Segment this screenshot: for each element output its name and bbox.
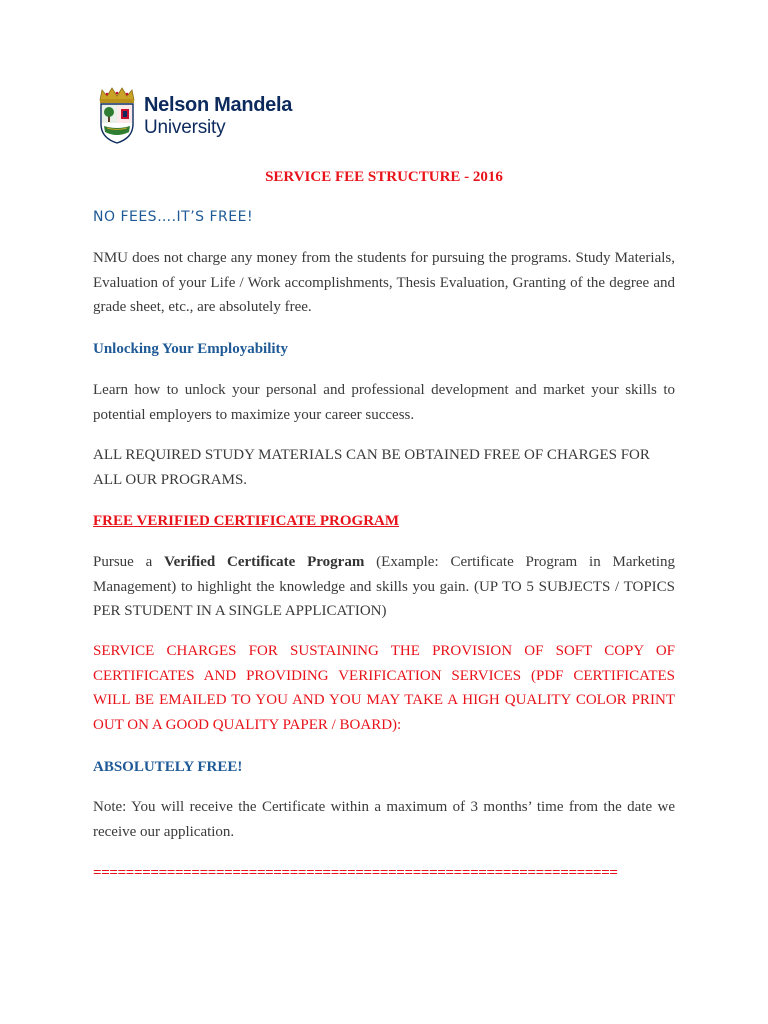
certificate-prefix: Pursue a — [93, 554, 165, 570]
coat-of-arms-icon — [92, 86, 142, 144]
service-charges-notice: SERVICE CHARGES FOR SUSTAINING THE PROVISION OF SOFT COPY OF CERTIFICATES AND PROVIDING VERIFICATION SERVICES (PDF CERTIFICATES WILL BE EMAILED TO YOU AND YOU MAY TAKE A HIGH QUALITY COLOR PRINT OUT ON A GOOD QUALITY PAPER / BOARD): — [93, 643, 675, 733]
no-fees-heading: NO FEES….IT’S FREE! — [93, 209, 254, 225]
study-materials-notice: ALL REQUIRED STUDY MATERIALS CAN BE OBTAINED FREE OF CHARGES FOR ALL OUR PROGRAMS. — [93, 447, 650, 488]
certificate-program-name: Verified Certificate Program — [164, 554, 365, 570]
logo-text-line1: Nelson Mandela — [144, 94, 293, 116]
intro-paragraph: NMU does not charge any money from the students for pursuing the programs. Study Materials, Evaluation of your Life / Work accomplishments, Thesis Evaluation, Granting of the degree and grade sheet, etc., are absolutely free. — [93, 250, 675, 315]
certificate-heading: FREE VERIFIED CERTIFICATE PROGRAM — [93, 513, 400, 529]
university-logo — [92, 86, 292, 146]
page-title: SERVICE FEE STRUCTURE - 2016 — [265, 169, 503, 185]
absolutely-free-heading: ABSOLUTELY FREE! — [93, 759, 243, 775]
employability-heading: Unlocking Your Employability — [93, 341, 289, 357]
certificate-paragraph — [93, 550, 675, 624]
divider-line: ================================================================ — [93, 865, 618, 881]
employability-paragraph: Learn how to unlock your personal and professional development and market your skills to potential employers to maximize your career success. — [93, 382, 675, 423]
logo-text-line2: University — [144, 117, 226, 138]
note-paragraph: Note: You will receive the Certificate within a maximum of 3 months’ time from the date we receive our application. — [93, 799, 675, 840]
certificate-suffix: (Example: Certificate Program in Marketing Management) to highlight the knowledge and skills you gain. (UP TO 5 SUBJECTS / TOPICS PER STUDENT IN A SINGLE APPLICATION) — [93, 554, 675, 619]
